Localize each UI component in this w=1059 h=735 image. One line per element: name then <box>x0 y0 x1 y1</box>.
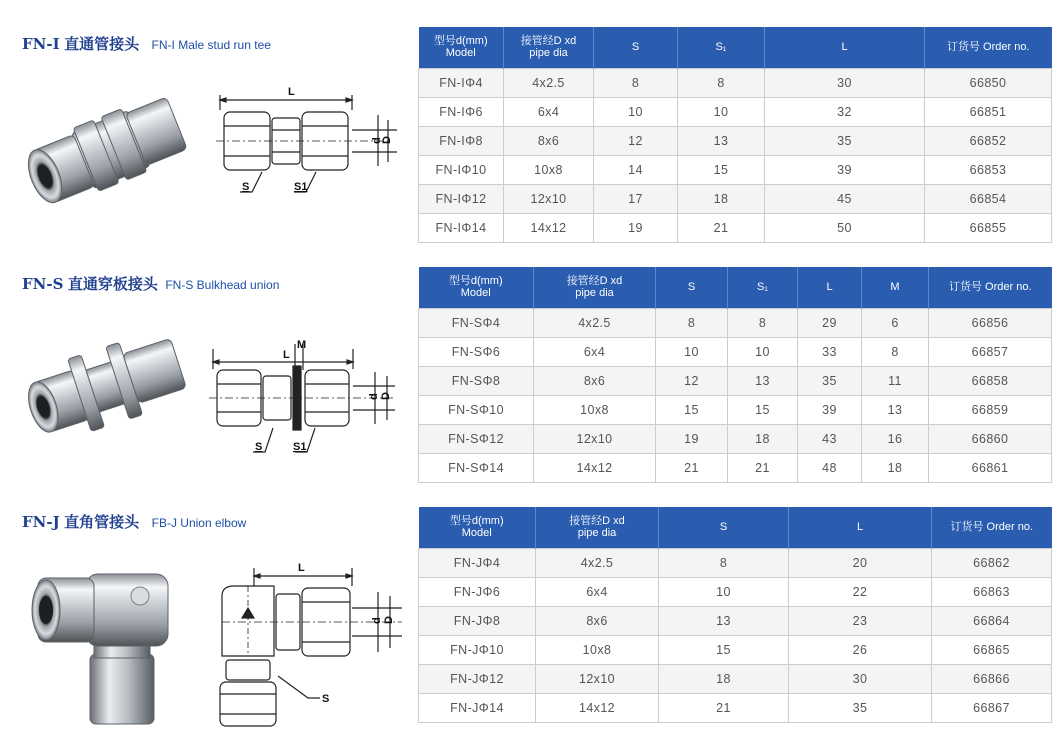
header-label: 接管经D xd <box>520 35 577 48</box>
table-cell: FN-IΦ6 <box>419 97 504 126</box>
table-cell: 12x10 <box>536 664 659 693</box>
header-sublabel: Model <box>445 47 476 60</box>
table-header-cell <box>678 27 765 68</box>
table-cell: 48 <box>798 453 862 482</box>
product-code: FN-I <box>22 35 60 53</box>
header-sublabel: pipe dia <box>577 527 617 540</box>
table-cell: FN-SΦ6 <box>419 337 534 366</box>
header-sublabel: Model <box>460 287 491 300</box>
spec-table <box>418 27 1052 243</box>
table-header-cell <box>419 267 534 308</box>
table-cell: 8 <box>659 548 789 577</box>
table-cell: 26 <box>789 635 932 664</box>
header-label: S <box>687 281 696 294</box>
section-fn-s <box>0 246 1059 496</box>
table-cell: 66860 <box>929 424 1052 453</box>
table-cell: 15 <box>678 155 765 184</box>
header-label: S₁ <box>756 281 769 294</box>
table-cell: FN-SΦ4 <box>419 308 534 337</box>
table-header-row <box>419 507 1052 548</box>
table-row <box>419 213 1052 242</box>
table-cell: 35 <box>798 366 862 395</box>
section-fn-i <box>0 0 1059 246</box>
table-cell: 35 <box>765 126 925 155</box>
table-cell: 8 <box>728 308 798 337</box>
table-cell: 32 <box>765 97 925 126</box>
table-cell: 8 <box>656 308 728 337</box>
table-cell: 22 <box>789 577 932 606</box>
table-cell: 11 <box>862 366 929 395</box>
section-fn-j <box>0 496 1059 735</box>
table-cell: FN-IΦ14 <box>419 213 504 242</box>
technical-drawing <box>212 556 412 731</box>
dimension-label-D: D <box>383 616 395 624</box>
table-header-cell <box>536 507 659 548</box>
table-cell: 8 <box>862 337 929 366</box>
table-row <box>419 606 1052 635</box>
fitting-photo <box>24 558 194 728</box>
table-cell: 19 <box>656 424 728 453</box>
table-cell: 10x8 <box>534 395 656 424</box>
table-cell: 14x12 <box>536 693 659 722</box>
table-cell: 39 <box>765 155 925 184</box>
header-label: 接管经D xd <box>569 515 625 528</box>
table-row <box>419 577 1052 606</box>
table-cell: FN-IΦ4 <box>419 68 504 97</box>
table-cell: 66864 <box>932 606 1052 635</box>
product-code: FN-J <box>22 513 60 531</box>
product-name-cn: 直通管接头 <box>64 35 140 53</box>
table-cell: 18 <box>678 184 765 213</box>
table-cell: 30 <box>789 664 932 693</box>
table-row <box>419 155 1052 184</box>
technical-drawing <box>205 334 405 469</box>
header-label: 接管经D xd <box>566 275 623 288</box>
header-label: L <box>841 41 848 54</box>
table-cell: FN-JΦ8 <box>419 606 536 635</box>
table-cell: 10x8 <box>504 155 594 184</box>
table-cell: 13 <box>862 395 929 424</box>
header-label: 型号d(mm) <box>449 515 504 528</box>
table-cell: FN-IΦ10 <box>419 155 504 184</box>
table-cell: 8x6 <box>534 366 656 395</box>
product-name-en: FN-S Bulkhead union <box>165 278 280 292</box>
table-header-cell <box>656 267 728 308</box>
table-row <box>419 453 1052 482</box>
section-heading <box>22 33 271 54</box>
section-heading <box>22 273 279 294</box>
table-cell: 66865 <box>932 635 1052 664</box>
table-cell: 66857 <box>929 337 1052 366</box>
table-cell: 13 <box>678 126 765 155</box>
table-header-cell <box>659 507 789 548</box>
table-cell: 18 <box>728 424 798 453</box>
product-name-cn: 直通穿板接头 <box>67 275 158 293</box>
table-cell: 8 <box>678 68 765 97</box>
table-cell: 39 <box>798 395 862 424</box>
table-cell: FN-SΦ14 <box>419 453 534 482</box>
table-header-cell <box>932 507 1052 548</box>
table-cell: FN-JΦ10 <box>419 635 536 664</box>
dimension-label-s: S <box>255 441 263 453</box>
table-cell: 66858 <box>929 366 1052 395</box>
product-name-cn: 直角管接头 <box>64 513 140 531</box>
table-cell: FN-IΦ8 <box>419 126 504 155</box>
table-cell: 12 <box>594 126 678 155</box>
table-header-row <box>419 27 1052 68</box>
table-cell: 43 <box>798 424 862 453</box>
table-row <box>419 68 1052 97</box>
dimension-label-l: L <box>288 86 295 98</box>
table-cell: FN-JΦ4 <box>419 548 536 577</box>
table-header-cell <box>929 267 1052 308</box>
table-cell: 15 <box>659 635 789 664</box>
table-cell: 14x12 <box>534 453 656 482</box>
table-row <box>419 664 1052 693</box>
table-cell: 66855 <box>925 213 1052 242</box>
table-header-cell <box>798 267 862 308</box>
table-cell: 8x6 <box>504 126 594 155</box>
table-cell: 10x8 <box>536 635 659 664</box>
table-cell: 16 <box>862 424 929 453</box>
table-cell: 66862 <box>932 548 1052 577</box>
table-cell: 66852 <box>925 126 1052 155</box>
table-cell: 21 <box>659 693 789 722</box>
dimension-label-s: S <box>242 181 250 193</box>
table-cell: 66867 <box>932 693 1052 722</box>
table-cell: 66863 <box>932 577 1052 606</box>
table-cell: 17 <box>594 184 678 213</box>
header-label: 型号d(mm) <box>433 35 488 48</box>
table-cell: 10 <box>728 337 798 366</box>
table-cell: 21 <box>728 453 798 482</box>
table-cell: 19 <box>594 213 678 242</box>
header-label: S₁ <box>715 41 727 54</box>
table-cell: 66859 <box>929 395 1052 424</box>
table-cell: 66850 <box>925 68 1052 97</box>
table-cell: 66861 <box>929 453 1052 482</box>
table-cell: FN-IΦ12 <box>419 184 504 213</box>
header-label: 型号d(mm) <box>448 275 503 288</box>
table-cell: 12 <box>656 366 728 395</box>
dimension-label-D: D <box>380 392 392 400</box>
table-cell: 4x2.5 <box>504 68 594 97</box>
product-name-en: FN-I Male stud run tee <box>151 38 271 52</box>
table-cell: 10 <box>594 97 678 126</box>
header-label: S <box>631 41 640 54</box>
header-sublabel: Model <box>461 527 492 540</box>
dimension-label-s: S <box>322 693 330 705</box>
table-cell: 13 <box>659 606 789 635</box>
table-row <box>419 424 1052 453</box>
table-cell: 15 <box>656 395 728 424</box>
table-cell: 50 <box>765 213 925 242</box>
table-header-cell <box>594 27 678 68</box>
table-cell: 10 <box>678 97 765 126</box>
header-label: M <box>890 281 900 294</box>
dimension-label-d: d <box>371 137 383 144</box>
header-label: 订货号 Order no. <box>948 281 1032 294</box>
dimension-label-d: d <box>371 617 383 624</box>
table-cell: 4x2.5 <box>536 548 659 577</box>
table-cell: 33 <box>798 337 862 366</box>
dimension-label-d: d <box>368 393 380 400</box>
table-cell: 23 <box>789 606 932 635</box>
table-cell: 66853 <box>925 155 1052 184</box>
table-cell: 6x4 <box>534 337 656 366</box>
table-row <box>419 97 1052 126</box>
table-cell: 66854 <box>925 184 1052 213</box>
header-label: S <box>719 521 728 534</box>
header-label: 订货号 Order no. <box>946 41 1030 54</box>
fitting-photo <box>8 316 208 446</box>
table-cell: 18 <box>862 453 929 482</box>
dimension-label-l: L <box>283 349 290 361</box>
table-cell: 35 <box>789 693 932 722</box>
product-name-en: FB-J Union elbow <box>151 516 247 530</box>
table-cell: 10 <box>659 577 789 606</box>
table-cell: 15 <box>728 395 798 424</box>
table-cell: 21 <box>678 213 765 242</box>
table-row <box>419 184 1052 213</box>
table-cell: 12x10 <box>504 184 594 213</box>
table-header-cell <box>504 27 594 68</box>
table-cell: 10 <box>656 337 728 366</box>
table-cell: 66866 <box>932 664 1052 693</box>
header-label: L <box>826 281 833 294</box>
table-cell: 6x4 <box>536 577 659 606</box>
header-sublabel: pipe dia <box>529 47 568 60</box>
table-cell: FN-SΦ12 <box>419 424 534 453</box>
dimension-label-D: D <box>381 136 393 144</box>
table-cell: 66856 <box>929 308 1052 337</box>
table-cell: FN-SΦ10 <box>419 395 534 424</box>
table-cell: 13 <box>728 366 798 395</box>
table-header-cell <box>534 267 656 308</box>
header-sublabel: pipe dia <box>575 287 614 300</box>
table-cell: 6 <box>862 308 929 337</box>
table-row <box>419 395 1052 424</box>
table-header-cell <box>419 27 504 68</box>
dimension-label-l: L <box>298 562 305 574</box>
table-header-cell <box>789 507 932 548</box>
dimension-label-s1: S1 <box>294 181 308 193</box>
table-header-cell <box>925 27 1052 68</box>
table-row <box>419 337 1052 366</box>
table-cell: 18 <box>659 664 789 693</box>
table-cell: FN-JΦ6 <box>419 577 536 606</box>
header-label: 订货号 Order no. <box>950 521 1034 534</box>
header-label: L <box>856 521 864 534</box>
table-cell: 45 <box>765 184 925 213</box>
spec-table <box>418 507 1052 723</box>
table-cell: 21 <box>656 453 728 482</box>
product-code: FN-S <box>22 275 64 293</box>
table-cell: 8x6 <box>536 606 659 635</box>
table-cell: FN-JΦ12 <box>419 664 536 693</box>
dimension-label-m: M <box>297 339 307 351</box>
fitting-photo <box>10 80 210 210</box>
dimension-label-s1: S1 <box>293 441 307 453</box>
table-cell: 14 <box>594 155 678 184</box>
spec-table <box>418 267 1052 483</box>
table-header-row <box>419 267 1052 308</box>
table-cell: FN-JΦ14 <box>419 693 536 722</box>
table-header-cell <box>862 267 929 308</box>
table-cell: 14x12 <box>504 213 594 242</box>
table-cell: 20 <box>789 548 932 577</box>
table-cell: 29 <box>798 308 862 337</box>
technical-drawing <box>212 80 402 210</box>
table-row <box>419 366 1052 395</box>
table-row <box>419 308 1052 337</box>
table-cell: 4x2.5 <box>534 308 656 337</box>
section-heading <box>22 511 246 532</box>
table-row <box>419 635 1052 664</box>
table-row <box>419 548 1052 577</box>
table-cell: 8 <box>594 68 678 97</box>
table-header-cell <box>765 27 925 68</box>
table-cell: FN-SΦ8 <box>419 366 534 395</box>
table-cell: 12x10 <box>534 424 656 453</box>
table-cell: 66851 <box>925 97 1052 126</box>
table-header-cell <box>419 507 536 548</box>
table-header-cell <box>728 267 798 308</box>
table-cell: 6x4 <box>504 97 594 126</box>
table-cell: 30 <box>765 68 925 97</box>
table-row <box>419 126 1052 155</box>
table-row <box>419 693 1052 722</box>
